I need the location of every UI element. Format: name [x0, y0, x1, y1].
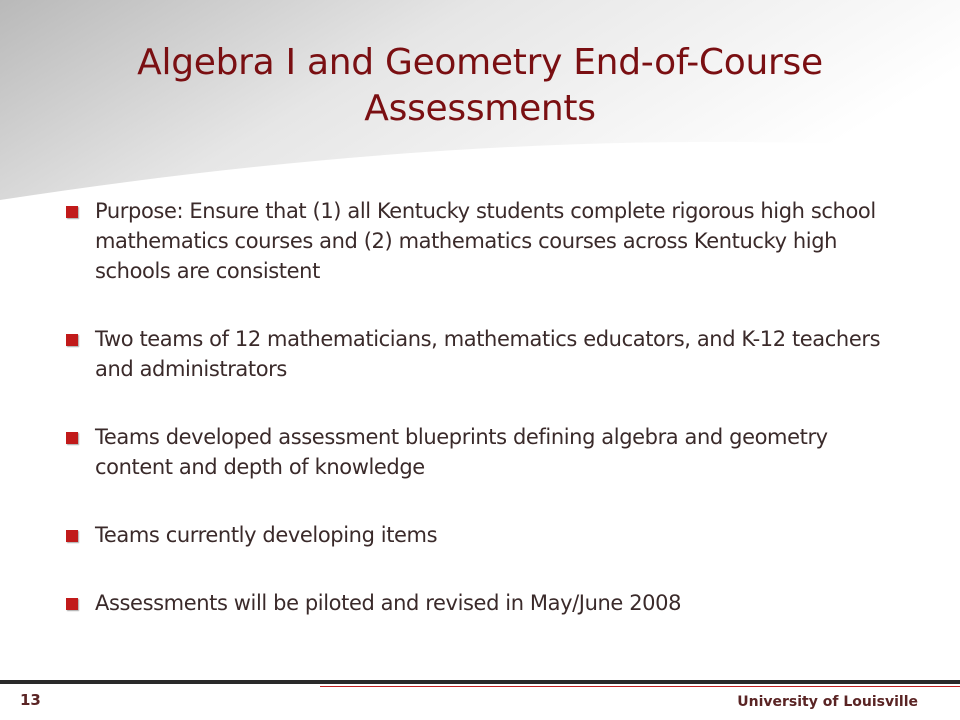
square-bullet-icon [66, 334, 78, 346]
footer-organization: University of Louisville [737, 694, 918, 710]
bullet-item [60, 422, 900, 482]
bullet-item [60, 196, 900, 286]
footer-accent-line [320, 686, 960, 687]
square-bullet-icon [66, 432, 78, 444]
bullet-text: Teams currently developing items [95, 523, 438, 547]
bullet-text: Assessments will be piloted and revised in May/June 2008 [95, 591, 682, 615]
footer-divider [0, 680, 960, 684]
bullet-item [60, 520, 900, 550]
bullet-item [60, 324, 900, 384]
square-bullet-icon [66, 598, 78, 610]
slide-number: 13 [20, 691, 41, 709]
bullet-list [60, 196, 900, 618]
bullet-text: Purpose: Ensure that (1) all Kentucky students complete rigorous high school mathematics courses and (2) mathematics courses across Kentucky high schools are consistent [95, 199, 876, 283]
square-bullet-icon [66, 530, 78, 542]
square-bullet-icon [66, 206, 78, 218]
bullet-text: Two teams of 12 mathematicians, mathematics educators, and K-12 teachers and administrators [95, 327, 881, 381]
slide-title: Algebra I and Geometry End-of-Course Assessments [137, 42, 823, 129]
bullet-text: Teams developed assessment blueprints defining algebra and geometry content and depth of knowledge [95, 425, 828, 479]
bullet-item [60, 588, 900, 618]
